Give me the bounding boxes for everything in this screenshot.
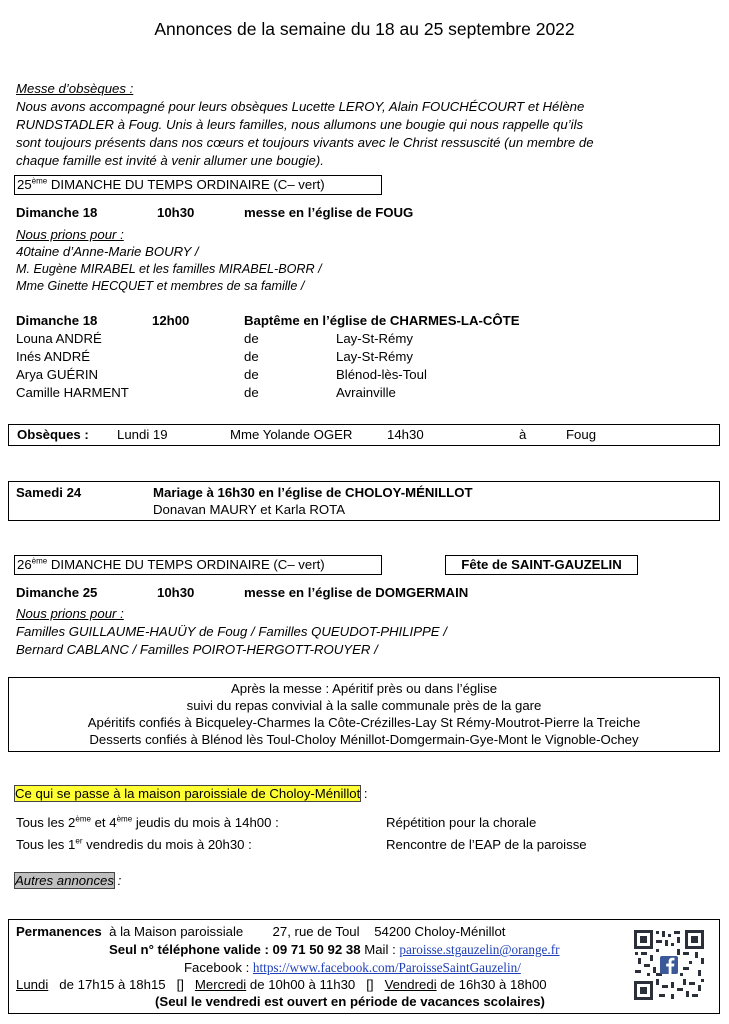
sunday25-event: messe en l’église de FOUG — [244, 205, 414, 220]
bapteme-name: Arya GUÉRIN — [16, 367, 99, 382]
sunday26-heading-box — [14, 555, 382, 575]
qr-code-icon — [633, 929, 705, 1001]
sunday26-day: Dimanche 25 — [16, 585, 98, 600]
permanences-line — [16, 923, 505, 941]
phone-number: Seul n° téléphone valide : 09 71 50 92 38 — [109, 942, 361, 957]
obseques-place: Foug — [566, 427, 597, 442]
prayer-item: 40taine d’Anne-Marie BOURY / — [16, 244, 199, 259]
bapteme-day: Dimanche 18 — [16, 313, 98, 328]
hours-line — [16, 976, 547, 994]
prayer-item: Mme Ginette HECQUET et membres de sa famille / — [16, 279, 305, 293]
maison-row1-sup: ème — [116, 814, 133, 824]
hours-lundi-range: de 17h15 à 18h15 [] — [48, 977, 195, 992]
hours-note: (Seul le vendredi est ouvert en période de vacances scolaires) — [155, 994, 545, 1009]
apres-messe-box — [8, 677, 720, 752]
sunday25-day: Dimanche 18 — [16, 205, 98, 220]
apres-messe-line: Apéritifs confiés à Bicqueley-Charmes la Côte-Crézilles-Lay St Rémy-Moutrot-Pierre la Treiche — [87, 715, 641, 730]
bapteme-de: de — [244, 385, 259, 400]
obseques-intro-line: chaque famille est invité à venir allumer une bougie). — [16, 153, 324, 168]
sunday26-prayers-heading: Nous prions pour : — [16, 606, 124, 621]
page-title: Annonces de la semaine du 18 au 25 septembre 2022 — [154, 19, 575, 39]
facebook-label: Facebook : — [184, 960, 253, 975]
maison-row1-left — [16, 814, 279, 832]
phone-line — [109, 941, 560, 959]
autres-heading: Autres annonces — [15, 873, 114, 888]
sunday25-sup: ème — [31, 176, 48, 186]
bapteme-de: de — [244, 331, 259, 346]
bapteme-place: Lay-St-Rémy — [336, 331, 413, 346]
hours-lundi: Lundi — [16, 977, 49, 992]
autres-line — [15, 872, 121, 890]
facebook-link[interactable]: https://www.facebook.com/ParoisseSaintGauzelin/ — [252, 960, 521, 975]
maison-heading-line — [15, 785, 368, 803]
sunday26-sup: ème — [31, 556, 48, 566]
maison-row2-right: Rencontre de l’EAP de la paroisse — [386, 837, 587, 852]
maison-row2-text: Tous les 1 — [16, 837, 76, 852]
mail-link[interactable]: paroisse.stgauzelin@orange.fr — [399, 942, 560, 957]
obseques-label: Obsèques : — [17, 427, 89, 442]
mail-label: Mail : — [360, 942, 400, 957]
sunday26-label: DIMANCHE DU TEMPS ORDINAIRE (C– vert) — [47, 557, 325, 572]
obseques-day: Lundi 19 — [117, 427, 168, 442]
apres-messe-line: Après la messe : Apéritif près ou dans l’église — [230, 681, 498, 696]
sunday25-heading-box — [14, 175, 382, 195]
bapteme-de: de — [244, 349, 259, 364]
sunday25-heading — [17, 176, 325, 194]
hours-vendredi: Vendredi — [384, 977, 437, 992]
bapteme-de: de — [244, 367, 259, 382]
apres-messe-line: suivi du repas convivial à la salle communale près de la gare — [186, 698, 542, 713]
mariage-box — [8, 481, 720, 521]
maison-row1-text: Tous les 2 — [16, 815, 76, 830]
mariage-event: Mariage à 16h30 en l’église de CHOLOY-MÉNILLOT — [153, 485, 473, 500]
prayer-item: Bernard CABLANC / Familles POIROT-HERGOTT-ROUYER / — [16, 642, 378, 657]
sunday25-time: 10h30 — [157, 205, 195, 220]
hours-vendredi-range: de 16h30 à 18h00 — [436, 977, 547, 992]
sunday25-prayers-heading: Nous prions pour : — [16, 227, 124, 242]
bapteme-name: Inés ANDRÉ — [16, 349, 91, 364]
maison-row2-sup: er — [75, 836, 83, 846]
facebook-line — [184, 959, 521, 977]
mariage-couple: Donavan MAURY et Karla ROTA — [153, 502, 346, 517]
maison-row2-left — [16, 836, 252, 854]
maison-row1-text: et 4 — [90, 815, 117, 830]
obseques-time: 14h30 — [387, 427, 424, 442]
bapteme-place: Blénod-lès-Toul — [336, 367, 427, 382]
prayer-item: M. Eugène MIRABEL et les familles MIRABEL-BORR / — [16, 262, 322, 276]
obseques-name: Mme Yolande OGER — [230, 427, 353, 442]
mariage-day: Samedi 24 — [16, 485, 82, 500]
obseques-intro-line: sont toujours présents dans nos cœurs et toujours vivants avec le Christ ressuscité (un membre de — [16, 135, 594, 150]
bapteme-time: 12h00 — [152, 313, 190, 328]
bapteme-name: Camille HARMENT — [16, 385, 129, 400]
autres-colon: : — [113, 873, 122, 888]
sunday26-event: messe en l’église de DOMGERMAIN — [244, 585, 469, 600]
obseques-a: à — [519, 427, 527, 442]
bapteme-name: Louna ANDRÉ — [16, 331, 102, 346]
permanences-label: Permanences — [16, 924, 102, 939]
maison-row1-right: Répétition pour la chorale — [386, 815, 537, 830]
obseques-intro-line: Nous avons accompagné pour leurs obsèques Lucette LEROY, Alain FOUCHÉCOURT et Hélène — [16, 99, 585, 114]
obseques-intro-line: RUNDSTADLER à Foug. Unis à leurs familles, nous allumons une bougie qui nous rappelle qu’ils — [16, 117, 584, 132]
bapteme-place: Lay-St-Rémy — [336, 349, 413, 364]
fete-badge: Fête de SAINT-GAUZELIN — [445, 555, 638, 575]
sunday26-heading — [17, 556, 325, 574]
sunday25-label: DIMANCHE DU TEMPS ORDINAIRE (C– vert) — [47, 177, 325, 192]
apres-messe-line: Desserts confiés à Blénod lès Toul-Choloy Ménillot-Domgermain-Gye-Mont le Vignoble-Ochey — [89, 732, 639, 747]
maison-row1-sup: ème — [75, 814, 91, 824]
maison-row1-text: jeudis du mois à 14h00 : — [132, 815, 279, 830]
sunday26-num: 26 — [17, 557, 32, 572]
hours-mercredi: Mercredi — [194, 977, 247, 992]
hours-mercredi-range: de 10h00 à 11h30 [] — [246, 977, 385, 992]
maison-row2-text: vendredis du mois à 20h30 : — [82, 837, 252, 852]
sunday26-time: 10h30 — [157, 585, 195, 600]
maison-heading: Ce qui se passe à la maison paroissiale de Choloy-Ménillot — [15, 786, 361, 801]
obseques-box — [8, 424, 720, 446]
bapteme-place: Avrainville — [336, 385, 396, 400]
prayer-item: Familles GUILLAUME-HAUÜY de Foug / Familles QUEUDOT-PHILIPPE / — [16, 624, 447, 639]
sunday25-num: 25 — [17, 177, 32, 192]
obseques-intro-heading: Messe d’obsèques : — [16, 81, 134, 96]
maison-colon: : — [360, 786, 368, 801]
footer-box — [8, 919, 720, 1014]
permanences-address: à la Maison paroissiale 27, rue de Toul 54200 Choloy-Ménillot — [101, 924, 506, 939]
bapteme-event: Baptême en l’église de CHARMES-LA-CÔTE — [244, 313, 520, 328]
